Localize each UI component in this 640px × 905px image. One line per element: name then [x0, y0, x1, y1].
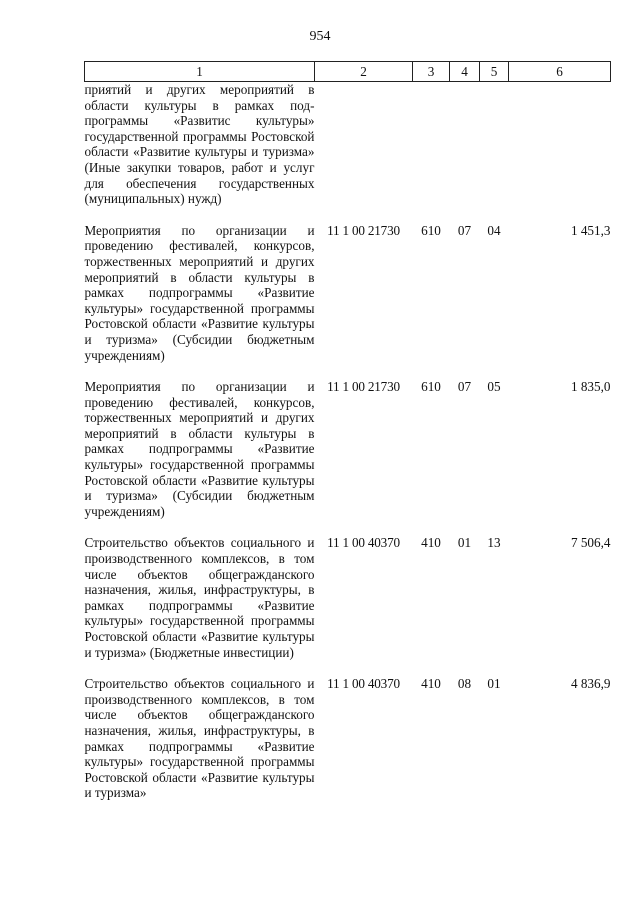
row-target-article: 11 1 00 21730 — [327, 222, 400, 238]
row-amount: 1 451,3 — [570, 222, 611, 238]
row-amount — [509, 82, 611, 223]
table-row — [85, 223, 611, 379]
row-subsection — [480, 82, 509, 223]
header-col-3: 3 — [413, 62, 450, 82]
row-description: Мероприятия по организации и проведению фестивалей, конкурсов, торжественных мероприятий и других мероприятий в области культуры в рамках подпрограммы «Развитие культуры» государственной программы Ростовской области «Развитие культуры и туризма» (Субсидии бюджетным учреждениям) — [84, 222, 315, 363]
header-col-1: 1 — [85, 62, 315, 82]
header-col-6: 6 — [509, 62, 611, 82]
row-subsection: 04 — [487, 222, 501, 238]
row-expense-type: 610 — [421, 222, 441, 238]
row-subsection: 05 — [487, 379, 501, 395]
table-row — [85, 379, 611, 535]
page-number: 954 — [309, 29, 331, 44]
header-col-4: 4 — [450, 62, 480, 82]
row-amount: 7 506,4 — [570, 535, 611, 551]
row-amount: 1 835,0 — [570, 379, 611, 395]
row-description: Строительство объектов социального и производственного комплексов, в том числе объектов общегражданского назначения, жилья, инфраструктуры, в рамках подпрограммы «Развитие культуры» государственной программы Ростовской области «Развитие культуры и туризма» (Бюджетные инвестиции) — [84, 535, 315, 660]
table-row — [85, 82, 611, 223]
header-col-2: 2 — [315, 62, 413, 82]
row-description: приятий и других мероприятий в области культуры в рамках подпрограммы «Развитис культуры» государственной программы Ростовской области «Развитие культуры и туризма» (Иные закупки товаров, работ и услуг для обеспечения государственных (муниципальных) нужд) — [84, 82, 315, 207]
row-description: Мероприятия по организации и проведению фестивалей, конкурсов, торжественных мероприятий и других мероприятий в области культуры в рамках подпрограммы «Развитие культуры» государственной программы Ростовской области «Развитие культуры и туризма» (Субсидии бюджетным учреждениям) — [84, 379, 315, 519]
row-target-article: 11 1 00 40370 — [327, 535, 400, 551]
row-section — [450, 82, 480, 223]
row-expense-type: 410 — [421, 535, 441, 551]
row-expense-type: 610 — [421, 379, 441, 395]
row-section: 07 — [457, 379, 472, 395]
row-subsection: 13 — [487, 535, 501, 551]
row-expense-type — [413, 82, 450, 223]
row-target-article: 11 1 00 40370 — [327, 676, 400, 692]
row-description: Строительство объектов социального и производственного комплексов, в том числе объектов общегражданского назначения, жилья, инфраструктуры, в рамках подпрограммы «Развитие культуры» государственной программы Ростовской области «Развитие культуры и туризма» — [84, 676, 315, 801]
row-expense-type: 410 — [421, 676, 441, 692]
row-amount: 4 836,9 — [570, 676, 611, 692]
table-row — [85, 535, 611, 676]
row-subsection: 01 — [487, 676, 501, 692]
header-col-5: 5 — [480, 62, 509, 82]
header-row — [85, 62, 611, 82]
row-target-article — [315, 82, 413, 223]
row-section: 08 — [457, 676, 472, 692]
budget-table — [84, 61, 611, 801]
table-row — [85, 676, 611, 801]
row-section: 01 — [457, 535, 472, 551]
row-section: 07 — [457, 222, 472, 238]
row-target-article: 11 1 00 21730 — [327, 379, 400, 395]
